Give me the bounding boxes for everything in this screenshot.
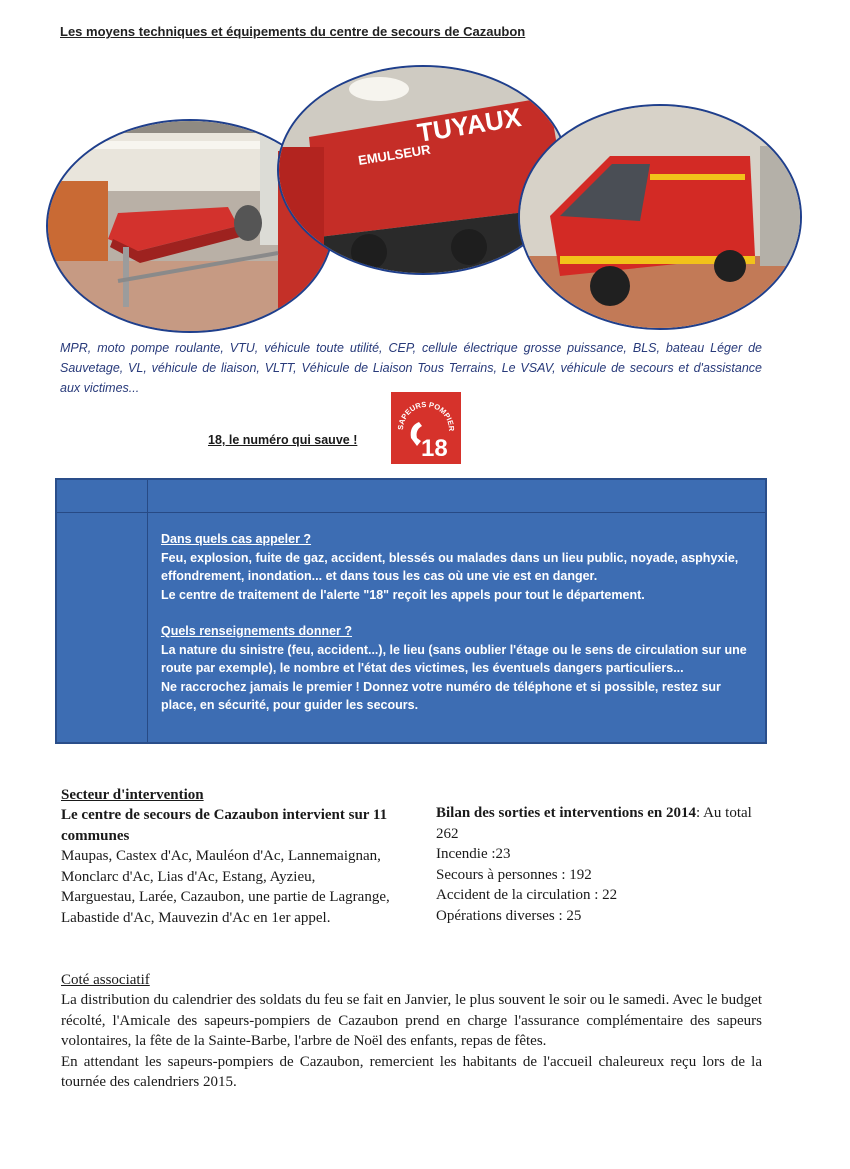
bilan-column <box>436 803 776 926</box>
logo-number: 18 <box>421 435 448 462</box>
sector-lead: Le centre de secours de Cazaubon intervient sur 11 communes <box>61 807 388 844</box>
photo-van <box>518 104 802 330</box>
sector-communes: Maupas, Castex d'Ac, Mauléon d'Ac, Lannemaignan, Monclarc d'Ac, Lias d'Ac, Estang, Ayzieu, Marguestau, Larée, Cazaubon, une partie de Lagrange, Labastide d'Ac, Mauvezin d'Ac en 1er appel. <box>61 848 390 926</box>
sector-column <box>61 805 391 928</box>
associatif-paragraph-2: En attendant les sapeurs-pompiers de Cazaubon, remercient les habitants de l'accueil chaleureux reçu lors de la tournée des calendriers 2015. <box>61 1053 762 1090</box>
alert-when-text: Feu, explosion, fuite de gaz, accident, blessés ou malades dans un lieu public, noyade, asphyxie, effondrement, inondation... et dans tous les cas où une vie est en danger. <box>161 550 739 583</box>
logo-text: SAPEURS POMPIER <box>395 399 457 432</box>
vehicle-caption: MPR, moto pompe roulante, VTU, véhicule toute utilité, CEP, cellule électrique grosse puissance, BLS, bateau Léger de Sauvetage, VL, véhicule de liaison, VLTT, Véhicule de Liaison Tous Terrains, Le VSAV, véhicule de secours et d'assistance aux victimes... <box>60 341 762 395</box>
page-title: Les moyens techniques et équipements du centre de secours de Cazaubon <box>60 24 526 39</box>
associatif-paragraph-1: La distribution du calendrier des soldats du feu se fait en Janvier, le plus souvent le soir ou le samedi. Avec le budget récolté, l'Amicale des sapeurs-pompiers de Cazaubon prend en charge l'assurance complémentaire des sapeurs volontaires, la fête de la Sainte-Barbe, l'arbre de Noël des enfants, repas de fêtes. <box>61 992 762 1049</box>
associatif-title: Coté associatif <box>61 972 150 988</box>
bilan-secours: Secours à personnes : 192 <box>436 866 592 883</box>
bilan-operations: Opérations diverses : 25 <box>436 907 582 924</box>
associatif-text <box>61 990 762 1093</box>
alert-dept-text: Le centre de traitement de l'alerte "18" reçoit les appels pour tout le département. <box>161 587 645 602</box>
truck-label-emulseur: EMULSEUR <box>357 141 432 168</box>
sector-title: Secteur d'intervention <box>61 787 204 803</box>
alert-text <box>161 530 751 715</box>
truck-label-tuyaux: TUYAUX <box>415 101 524 148</box>
bilan-total: : Au total 262 <box>436 805 752 842</box>
box-divider-horizontal <box>57 512 765 513</box>
alert-hangup-text: Ne raccrochez jamais le premier ! Donnez votre numéro de téléphone et si possible, restez sur place, en sécurité, pour guider les secours. <box>161 679 721 712</box>
bilan-incendie: Incendie :23 <box>436 846 511 862</box>
slogan: 18, le numéro qui sauve ! <box>208 433 358 447</box>
alert-heading-info: Quels renseignements donner ? <box>161 624 353 638</box>
alert-heading-when: Dans quels cas appeler ? <box>161 532 312 546</box>
bilan-accident: Accident de la circulation : 22 <box>436 887 618 903</box>
firefighters-18-logo <box>391 392 461 464</box>
alert-info-box <box>55 478 767 744</box>
bilan-title: Bilan des sorties et interventions en 2014 <box>436 805 696 821</box>
bilan-heading <box>436 803 776 844</box>
alert-info-text: La nature du sinistre (feu, accident...), le lieu (sans oublier l'étage ou le sens de circulation sur une route par exemple), le nombre et l'état des victimes, les éventuels dangers particuliers... <box>161 642 747 675</box>
box-divider-vertical <box>147 480 148 742</box>
